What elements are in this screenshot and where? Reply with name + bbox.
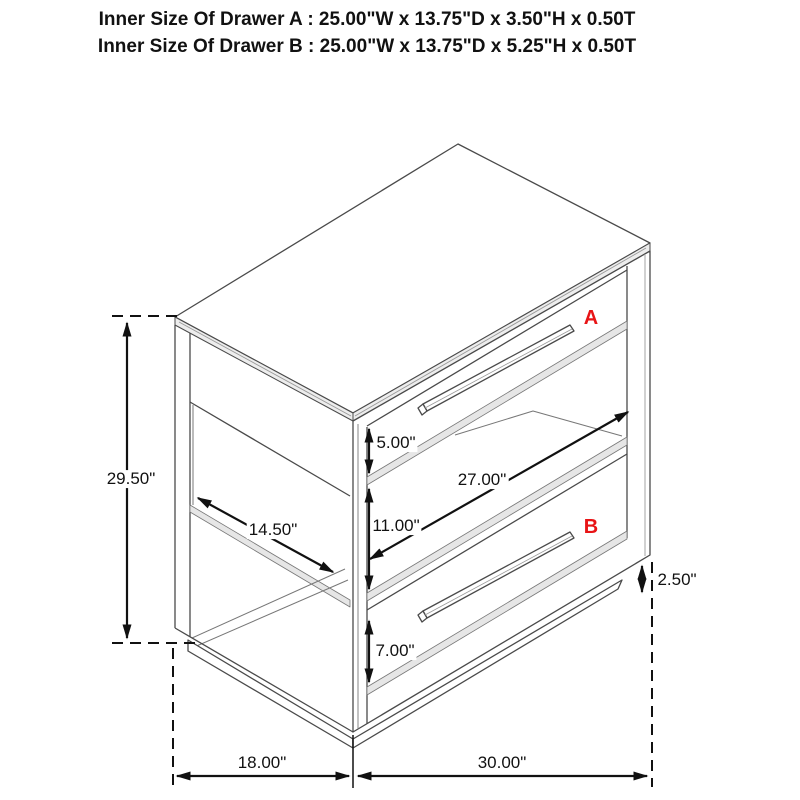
dim-overall-width: 30.00" <box>477 753 527 773</box>
drawer-b-label: B <box>583 516 599 538</box>
dim-opening-width: 27.00" <box>457 470 507 490</box>
dim-overall-depth: 18.00" <box>237 753 287 773</box>
title-line-drawer-b: Inner Size Of Drawer B : 25.00"W x 13.75"D x 5.25"H x 0.50T <box>97 36 637 57</box>
dim-base-height: 2.50" <box>657 570 697 590</box>
dim-drawer-a-front-height: 5.00" <box>376 433 416 453</box>
dim-shelf-depth: 14.50" <box>248 520 298 540</box>
drawer-a-label: A <box>583 307 599 329</box>
dim-opening-height: 11.00" <box>372 516 420 536</box>
title-line-drawer-a: Inner Size Of Drawer A : 25.00"W x 13.75"D x 3.50"H x 0.50T <box>98 9 636 30</box>
dim-overall-height: 29.50" <box>106 469 156 489</box>
dim-drawer-b-front-height: 7.00" <box>375 641 415 661</box>
